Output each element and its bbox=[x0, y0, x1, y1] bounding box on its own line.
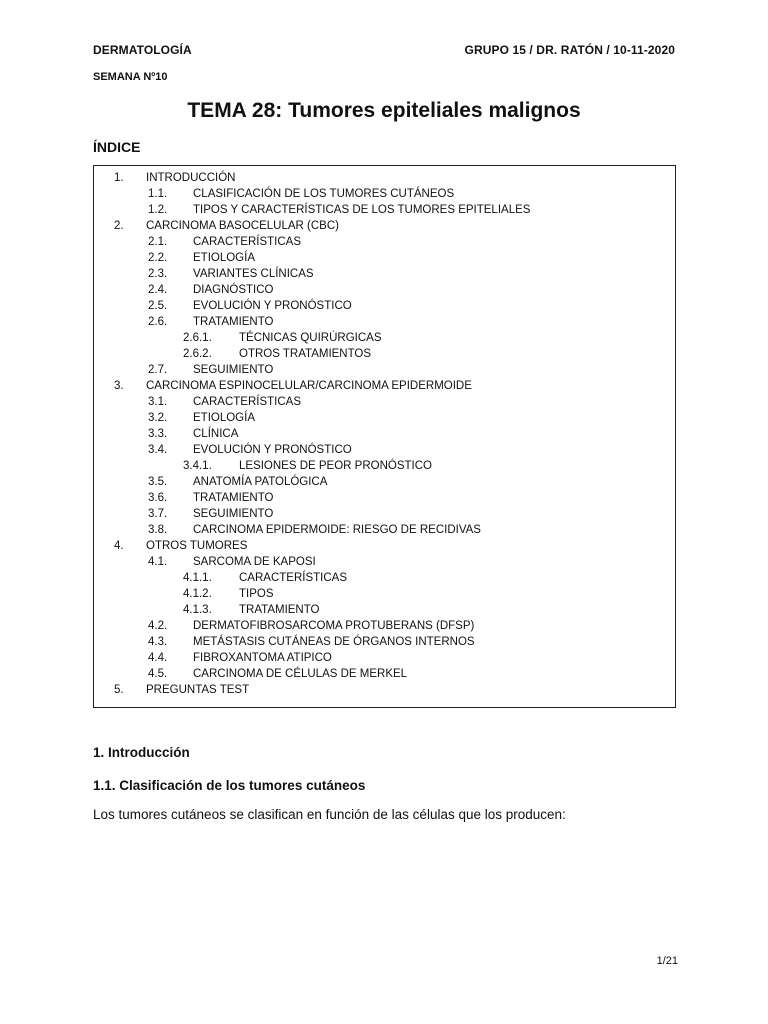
toc-item-label: SEGUIMIENTO bbox=[193, 364, 274, 376]
toc-item-label: CARCINOMA ESPINOCELULAR/CARCINOMA EPIDERMOIDE bbox=[146, 380, 472, 392]
toc-item bbox=[94, 170, 675, 186]
toc-item-number: 3.2. bbox=[148, 412, 168, 424]
toc-item-number: 2.6. bbox=[148, 316, 168, 328]
body-paragraph: Los tumores cutáneos se clasifican en función de las células que los producen: bbox=[93, 807, 566, 822]
toc-item bbox=[94, 474, 675, 490]
toc-item-number: 3.8. bbox=[148, 524, 168, 536]
section-heading: 1. Introducción bbox=[93, 745, 190, 760]
header-group-info: GRUPO 15 / DR. RATÓN / 10-11-2020 bbox=[464, 43, 675, 57]
toc-item-label: OTROS TUMORES bbox=[146, 540, 248, 552]
toc-item bbox=[94, 330, 675, 346]
toc-item-label: ETIOLOGÍA bbox=[193, 252, 255, 264]
toc-item-number: 2.1. bbox=[148, 236, 168, 248]
toc-item-number: 1.2. bbox=[148, 204, 168, 216]
toc-item-label: INTRODUCCIÓN bbox=[146, 172, 236, 184]
toc-item-number: 4.2. bbox=[148, 620, 168, 632]
toc-item-label: SEGUIMIENTO bbox=[193, 508, 274, 520]
toc-item-number: 3.1. bbox=[148, 396, 168, 408]
toc-item-label: DIAGNÓSTICO bbox=[193, 284, 274, 296]
toc-item-number: 2.6.2. bbox=[183, 348, 212, 360]
toc-item bbox=[94, 570, 675, 586]
toc-item-number: 3.3. bbox=[148, 428, 168, 440]
toc-item bbox=[94, 410, 675, 426]
toc-item bbox=[94, 666, 675, 682]
toc-item-label: CARACTERÍSTICAS bbox=[193, 396, 301, 408]
toc-item-number: 2.3. bbox=[148, 268, 168, 280]
toc-item bbox=[94, 586, 675, 602]
toc-item-label: ETIOLOGÍA bbox=[193, 412, 255, 424]
toc-item bbox=[94, 378, 675, 394]
toc-item-number: 3. bbox=[114, 380, 124, 392]
toc-item-number: 2.2. bbox=[148, 252, 168, 264]
toc-item-label: METÁSTASIS CUTÁNEAS DE ÓRGANOS INTERNOS bbox=[193, 636, 475, 648]
subsection-heading: 1.1. Clasificación de los tumores cutáneos bbox=[93, 778, 366, 793]
header-subject: DERMATOLOGÍA bbox=[93, 43, 192, 57]
toc-item bbox=[94, 602, 675, 618]
toc-item bbox=[94, 250, 675, 266]
page-number: 1/21 bbox=[656, 955, 678, 967]
toc-item-number: 3.6. bbox=[148, 492, 168, 504]
toc-item bbox=[94, 426, 675, 442]
toc-list bbox=[94, 170, 675, 698]
toc-item-number: 3.4.1. bbox=[183, 460, 212, 472]
toc-item-label: EVOLUCIÓN Y PRONÓSTICO bbox=[193, 300, 352, 312]
toc-item-label: EVOLUCIÓN Y PRONÓSTICO bbox=[193, 444, 352, 456]
toc-item-number: 2.7. bbox=[148, 364, 168, 376]
toc-item bbox=[94, 634, 675, 650]
table-of-contents bbox=[93, 165, 676, 708]
toc-item-label: TRATAMIENTO bbox=[193, 316, 274, 328]
toc-item bbox=[94, 282, 675, 298]
toc-item-label: TRATAMIENTO bbox=[193, 492, 274, 504]
toc-item-label: PREGUNTAS TEST bbox=[146, 684, 250, 696]
toc-item-label: VARIANTES CLÍNICAS bbox=[193, 268, 314, 280]
toc-item-label: CLÍNICA bbox=[193, 428, 239, 440]
toc-item bbox=[94, 490, 675, 506]
toc-item-number: 4.3. bbox=[148, 636, 168, 648]
toc-item-label: TIPOS Y CARACTERÍSTICAS DE LOS TUMORES EPITELIALES bbox=[193, 204, 531, 216]
toc-item bbox=[94, 186, 675, 202]
toc-item bbox=[94, 298, 675, 314]
toc-item-label: SARCOMA DE KAPOSI bbox=[193, 556, 316, 568]
toc-item bbox=[94, 618, 675, 634]
toc-item-label: TRATAMIENTO bbox=[239, 604, 320, 616]
toc-item-number: 5. bbox=[114, 684, 124, 696]
toc-item bbox=[94, 394, 675, 410]
toc-item-number: 1. bbox=[114, 172, 124, 184]
toc-item bbox=[94, 218, 675, 234]
toc-item-number: 2.4. bbox=[148, 284, 168, 296]
toc-item-label: CARACTERÍSTICAS bbox=[193, 236, 301, 248]
toc-item bbox=[94, 346, 675, 362]
toc-item bbox=[94, 554, 675, 570]
toc-item-number: 3.7. bbox=[148, 508, 168, 520]
toc-item-label: CARCINOMA DE CÉLULAS DE MERKEL bbox=[193, 668, 408, 680]
toc-item-label: OTROS TRATAMIENTOS bbox=[239, 348, 372, 360]
toc-item-label: TIPOS bbox=[239, 588, 274, 600]
toc-item-label: CARCINOMA BASOCELULAR (CBC) bbox=[146, 220, 339, 232]
toc-item-number: 4.1.3. bbox=[183, 604, 212, 616]
toc-item bbox=[94, 458, 675, 474]
toc-item-number: 3.4. bbox=[148, 444, 168, 456]
toc-item-label: CARCINOMA EPIDERMOIDE: RIESGO DE RECIDIVAS bbox=[193, 524, 481, 536]
toc-item bbox=[94, 506, 675, 522]
toc-item-label: FIBROXANTOMA ATIPICO bbox=[193, 652, 332, 664]
toc-item-number: 2.6.1. bbox=[183, 332, 212, 344]
week-label: SEMANA Nº10 bbox=[93, 71, 168, 83]
toc-item-number: 2.5. bbox=[148, 300, 168, 312]
toc-item bbox=[94, 202, 675, 218]
toc-item-number: 4.1.1. bbox=[183, 572, 212, 584]
toc-item bbox=[94, 442, 675, 458]
toc-item-label: ANATOMÍA PATOLÓGICA bbox=[193, 476, 328, 488]
toc-item-number: 4.5. bbox=[148, 668, 168, 680]
toc-item bbox=[94, 682, 675, 698]
toc-item bbox=[94, 234, 675, 250]
toc-item-number: 1.1. bbox=[148, 188, 168, 200]
toc-item bbox=[94, 266, 675, 282]
toc-item bbox=[94, 650, 675, 666]
toc-item bbox=[94, 522, 675, 538]
toc-item-number: 4. bbox=[114, 540, 124, 552]
toc-item-label: TÉCNICAS QUIRÚRGICAS bbox=[239, 332, 382, 344]
toc-item-label: DERMATOFIBROSARCOMA PROTUBERANS (DFSP) bbox=[193, 620, 475, 632]
toc-item-number: 4.1.2. bbox=[183, 588, 212, 600]
index-heading: ÍNDICE bbox=[93, 139, 141, 155]
page-title: TEMA 28: Tumores epiteliales malignos bbox=[187, 99, 581, 122]
toc-item bbox=[94, 538, 675, 554]
toc-item bbox=[94, 362, 675, 378]
toc-item-number: 2. bbox=[114, 220, 124, 232]
toc-item-number: 4.4. bbox=[148, 652, 168, 664]
toc-item-label: CLASIFICACIÓN DE LOS TUMORES CUTÁNEOS bbox=[193, 188, 455, 200]
toc-item-number: 4.1. bbox=[148, 556, 168, 568]
toc-item bbox=[94, 314, 675, 330]
toc-item-label: CARACTERÍSTICAS bbox=[239, 572, 347, 584]
toc-item-number: 3.5. bbox=[148, 476, 168, 488]
toc-item-label: LESIONES DE PEOR PRONÓSTICO bbox=[239, 460, 432, 472]
